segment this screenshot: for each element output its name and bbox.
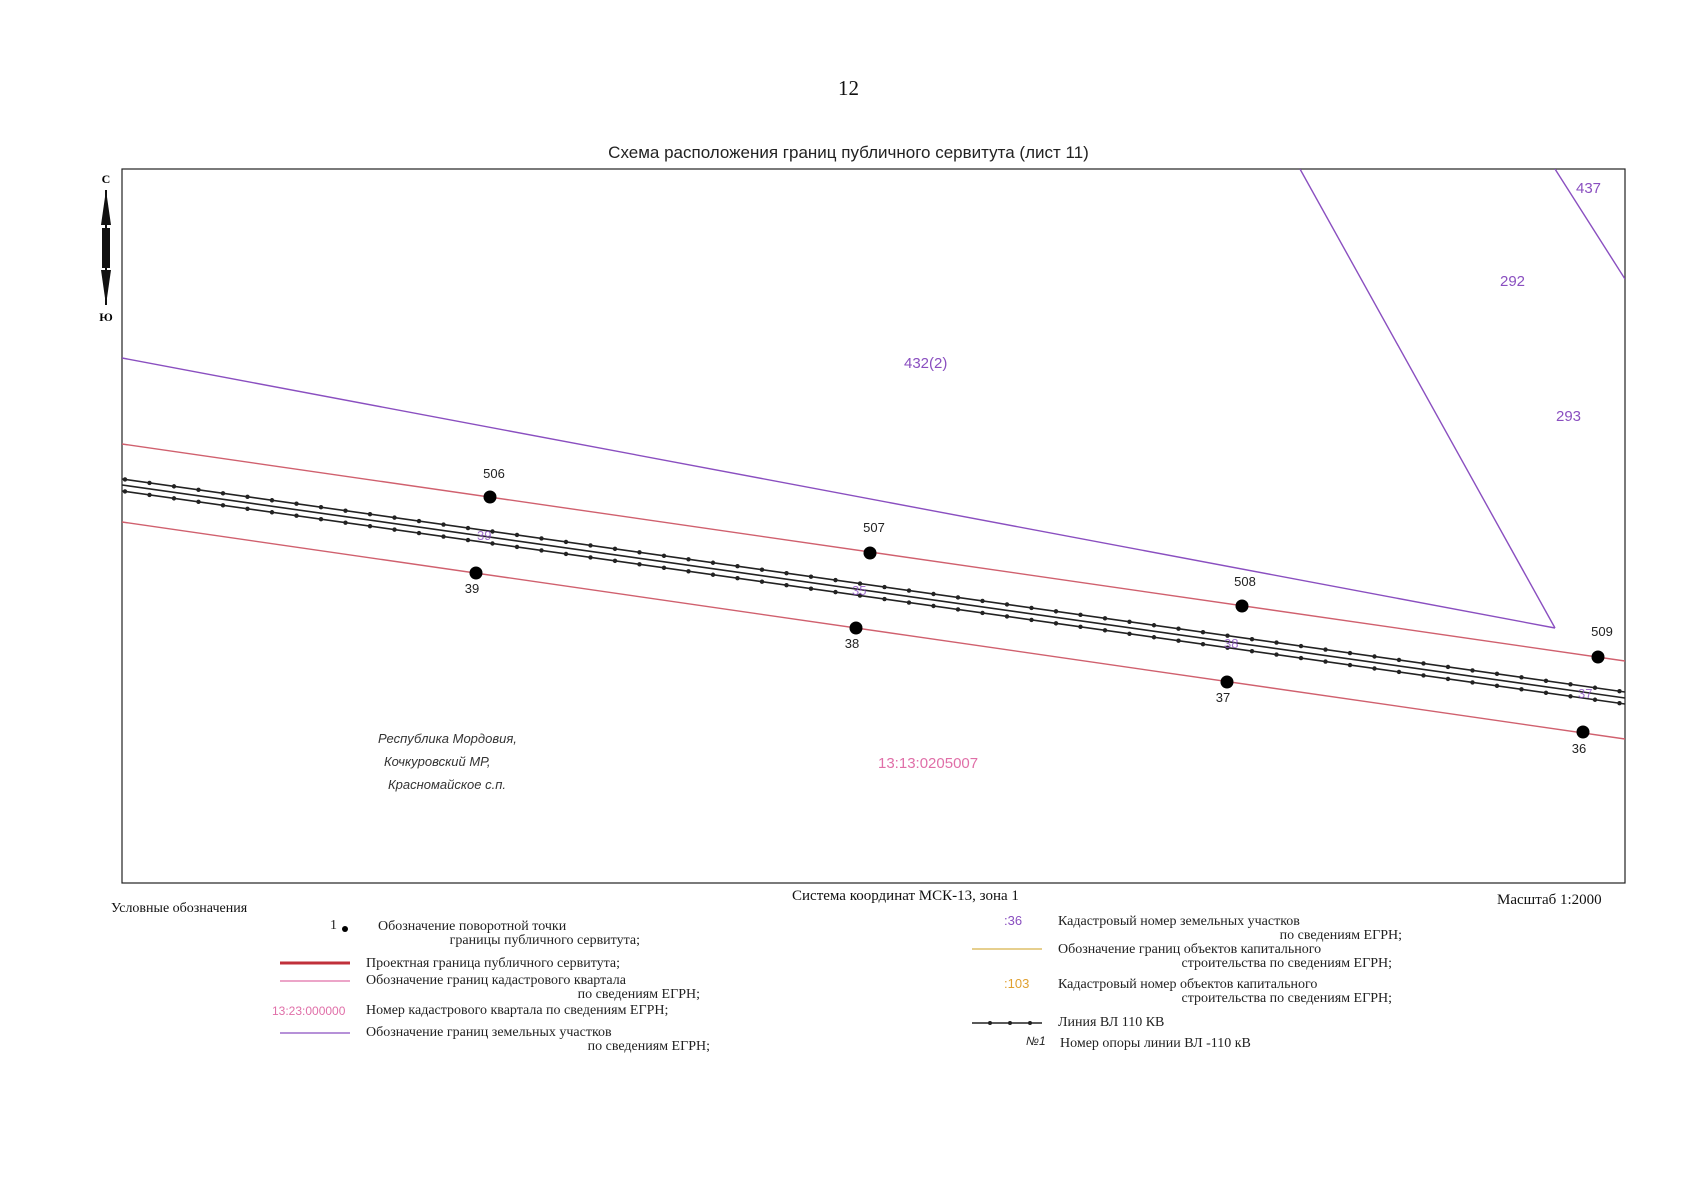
power-line-support (539, 548, 543, 552)
power-line-support (1372, 654, 1376, 658)
power-line-support (515, 545, 519, 549)
power-line-support (196, 488, 200, 492)
page-number: 12 (838, 76, 859, 100)
power-line-support (662, 566, 666, 570)
power-line-support (221, 503, 225, 507)
power-line-support (1544, 679, 1548, 683)
turning-point (484, 491, 497, 504)
parcel-boundaries (122, 169, 1625, 628)
power-line-support (1299, 656, 1303, 660)
power-line-support (735, 564, 739, 568)
power-line-support (1568, 694, 1572, 698)
power-line-support (368, 524, 372, 528)
quarter-number: 13:13:0205007 (878, 755, 979, 772)
power-line-support (1152, 635, 1156, 639)
power-line-support (1054, 609, 1058, 613)
power-line-support (515, 533, 519, 537)
north-arrow-icon (99, 172, 113, 324)
power-line-support (931, 604, 935, 608)
power-line-support (1446, 665, 1450, 669)
power-line-support (833, 590, 837, 594)
power-line-support (1201, 642, 1205, 646)
power-line-support (147, 481, 151, 485)
legend-item-point (378, 920, 640, 948)
legend-sample-quarter: 13:23:000000 (272, 1004, 346, 1018)
legend-text: Проектная граница публичного сервитута; (366, 956, 621, 971)
map-scale: Масштаб 1:2000 (1497, 892, 1602, 908)
power-line-support (1495, 684, 1499, 688)
parcel-number: 38 (1224, 636, 1239, 651)
power-line-support (662, 554, 666, 558)
power-line-support (833, 578, 837, 582)
power-line-support (1005, 602, 1009, 606)
legend-text: Обозначение границ объектов капитального (1058, 942, 1322, 957)
power-line-support (907, 588, 911, 592)
legend-point-icon (342, 926, 348, 932)
power-line-support (1372, 666, 1376, 670)
legend-text: Обозначение границ земельных участков (366, 1025, 612, 1040)
power-line-support (1593, 698, 1597, 702)
power-line-support (1005, 614, 1009, 618)
power-line-support (441, 534, 445, 538)
legend-text: Кадастровый номер объектов капитального (1058, 977, 1318, 992)
power-line-support (1201, 630, 1205, 634)
power-line-support (1029, 606, 1033, 610)
power-line-support (1421, 661, 1425, 665)
legend-item-quarter-border (366, 974, 700, 1002)
power-line-support (368, 512, 372, 516)
power-line-support (809, 574, 813, 578)
coordinate-system: Система координат МСК-13, зона 1 (792, 888, 1019, 904)
power-line-support (956, 607, 960, 611)
power-line-support (564, 552, 568, 556)
turning-point (850, 622, 863, 635)
power-line-support (270, 498, 274, 502)
legend-text: строительства по сведениям ЕГРН; (1181, 991, 1392, 1006)
point-label: 507 (863, 520, 885, 535)
power-line-support (294, 514, 298, 518)
legend-text: Номер кадастрового квартала по сведениям ЕГРН; (366, 1003, 669, 1018)
power-line-support (1176, 627, 1180, 631)
legend-text: по сведениям ЕГРН; (1279, 928, 1402, 943)
region-caption (378, 727, 517, 796)
power-line-support (1421, 673, 1425, 677)
power-line-support (760, 567, 764, 571)
power-line-support (319, 517, 323, 521)
power-line-support (784, 583, 788, 587)
legend-text: по сведениям ЕГРН; (577, 987, 700, 1002)
parcel-number: 292 (1500, 273, 1526, 290)
power-line-support (466, 538, 470, 542)
power-line-support (882, 597, 886, 601)
power-line-support (1397, 658, 1401, 662)
power-line-support (539, 536, 543, 540)
power-line-support (588, 543, 592, 547)
legend-item-power-line (1058, 1016, 1164, 1030)
power-line-support (417, 519, 421, 523)
power-line-support (1103, 628, 1107, 632)
power-line-support (1103, 616, 1107, 620)
legend-item-support-number (1060, 1037, 1251, 1051)
power-line-support (907, 600, 911, 604)
legend-item-parcel-border (366, 1026, 710, 1054)
power-line-support (1617, 701, 1621, 705)
power-line-support (1127, 620, 1131, 624)
power-line-support (343, 520, 347, 524)
power-line-support (637, 562, 641, 566)
power-line-support (686, 569, 690, 573)
power-line-support (735, 576, 739, 580)
power-line-support (392, 527, 396, 531)
parcel-number: 37 (1578, 686, 1593, 701)
power-line-support (441, 522, 445, 526)
power-line-support (809, 586, 813, 590)
power-line-support (1152, 623, 1156, 627)
legend-text: Номер опоры линии ВЛ -110 кВ (1060, 1036, 1251, 1051)
legend-sample-oks: :103 (1004, 976, 1030, 991)
turning-point (1592, 651, 1605, 664)
south-label: Ю (99, 310, 113, 324)
power-line-support (1299, 644, 1303, 648)
power-line-support (1323, 647, 1327, 651)
point-label: 38 (844, 636, 860, 651)
power-line-support (343, 508, 347, 512)
power-line-support (392, 515, 396, 519)
power-line-support (294, 502, 298, 506)
region-line: Республика Мордовия, (378, 731, 517, 746)
map-title: Схема расположения границ публичного сервитута (лист 11) (608, 143, 1089, 162)
legend-text: Линия ВЛ 110 КВ (1058, 1015, 1165, 1030)
power-line-support (637, 550, 641, 554)
power-line-support (711, 561, 715, 565)
power-line-support (1348, 663, 1352, 667)
power-line-support (319, 505, 323, 509)
power-line-support (1250, 637, 1254, 641)
turning-point (1221, 676, 1234, 689)
power-line-support (1544, 691, 1548, 695)
power-line-support (980, 611, 984, 615)
power-line-support (466, 526, 470, 530)
turning-point (1236, 600, 1249, 613)
power-line-support (711, 573, 715, 577)
point-label: 36 (1571, 741, 1587, 756)
region-line: Кочкуровский МР, (384, 754, 491, 769)
power-line-support (1274, 652, 1278, 656)
turning-point (1577, 726, 1590, 739)
power-line-support (1470, 668, 1474, 672)
legend-text: строительства по сведениям ЕГРН; (1181, 956, 1392, 971)
legend-text: по сведениям ЕГРН; (587, 1039, 710, 1054)
power-line-support (784, 571, 788, 575)
legend-sample-parcel: :36 (1004, 913, 1023, 928)
power-line-support (1078, 613, 1082, 617)
power-line-support (1250, 649, 1254, 653)
power-line-support (588, 555, 592, 559)
turning-point (864, 547, 877, 560)
legend-item-oks-border (1058, 943, 1392, 971)
point-label: 37 (1215, 690, 1231, 705)
power-line-support (1127, 632, 1131, 636)
power-line-support (1519, 687, 1523, 691)
power-line-support (1078, 625, 1082, 629)
region-line: Красномайское с.п. (388, 777, 506, 792)
legend-text: Обозначение границ кадастрового квартала (366, 973, 626, 988)
point-label: 506 (483, 466, 505, 481)
power-line-support (1593, 686, 1597, 690)
power-line-support (1348, 651, 1352, 655)
power-line-support (931, 592, 935, 596)
power-line-support (1054, 621, 1058, 625)
legend-text: границы публичного сервитута; (449, 933, 640, 948)
power-line-support (1568, 682, 1572, 686)
power-line-support (196, 500, 200, 504)
point-label: 508 (1234, 574, 1256, 589)
power-line-support (1323, 659, 1327, 663)
legend-text: Кадастровый номер земельных участков (1058, 914, 1300, 929)
north-label: С (101, 172, 111, 186)
power-line-support (172, 484, 176, 488)
parcel-numbers (477, 180, 1601, 701)
parcel-number: 432(2) (904, 355, 948, 372)
legend-item-parcel-number (1058, 915, 1402, 943)
legend-item-quarter-number (366, 1004, 668, 1018)
power-line-support (417, 531, 421, 535)
power-line-support (245, 495, 249, 499)
parcel-number: 437 (1576, 180, 1602, 197)
power-line-support (123, 489, 127, 493)
power-line-support (270, 510, 274, 514)
power-line-support (760, 579, 764, 583)
power-line-support (1470, 680, 1474, 684)
parcel-number: 39 (477, 528, 492, 543)
power-line-support (1274, 640, 1278, 644)
legend-text: Обозначение поворотной точки (378, 919, 567, 934)
power-line-support (147, 493, 151, 497)
power-line-support (1519, 675, 1523, 679)
legend-item-oks-number (1058, 978, 1392, 1006)
power-line-support (123, 477, 127, 481)
power-line-support (564, 540, 568, 544)
point-label: 39 (464, 581, 480, 596)
power-line-support (613, 547, 617, 551)
power-line-support (1176, 639, 1180, 643)
legend-sample-point: 1 (330, 918, 337, 933)
power-line-support (613, 559, 617, 563)
power-line-support (882, 585, 886, 589)
power-line-support (1029, 618, 1033, 622)
power-line-support (1397, 670, 1401, 674)
power-line-support (221, 491, 225, 495)
power-line-support (980, 599, 984, 603)
power-line-support (956, 595, 960, 599)
parcel-number: 293 (1556, 408, 1582, 425)
power-line-support (686, 557, 690, 561)
legend-title: Условные обозначения (111, 901, 248, 916)
legend-sample-support: №1 (1026, 1034, 1046, 1048)
power-line-support (1446, 677, 1450, 681)
power-line-support (1617, 689, 1621, 693)
legend-item-easement (366, 957, 620, 971)
parcel-number: 35 (852, 583, 867, 598)
power-line-support (1495, 672, 1499, 676)
power-line-support (172, 496, 176, 500)
power-line-support (245, 507, 249, 511)
turning-point (470, 567, 483, 580)
point-label: 509 (1591, 624, 1613, 639)
